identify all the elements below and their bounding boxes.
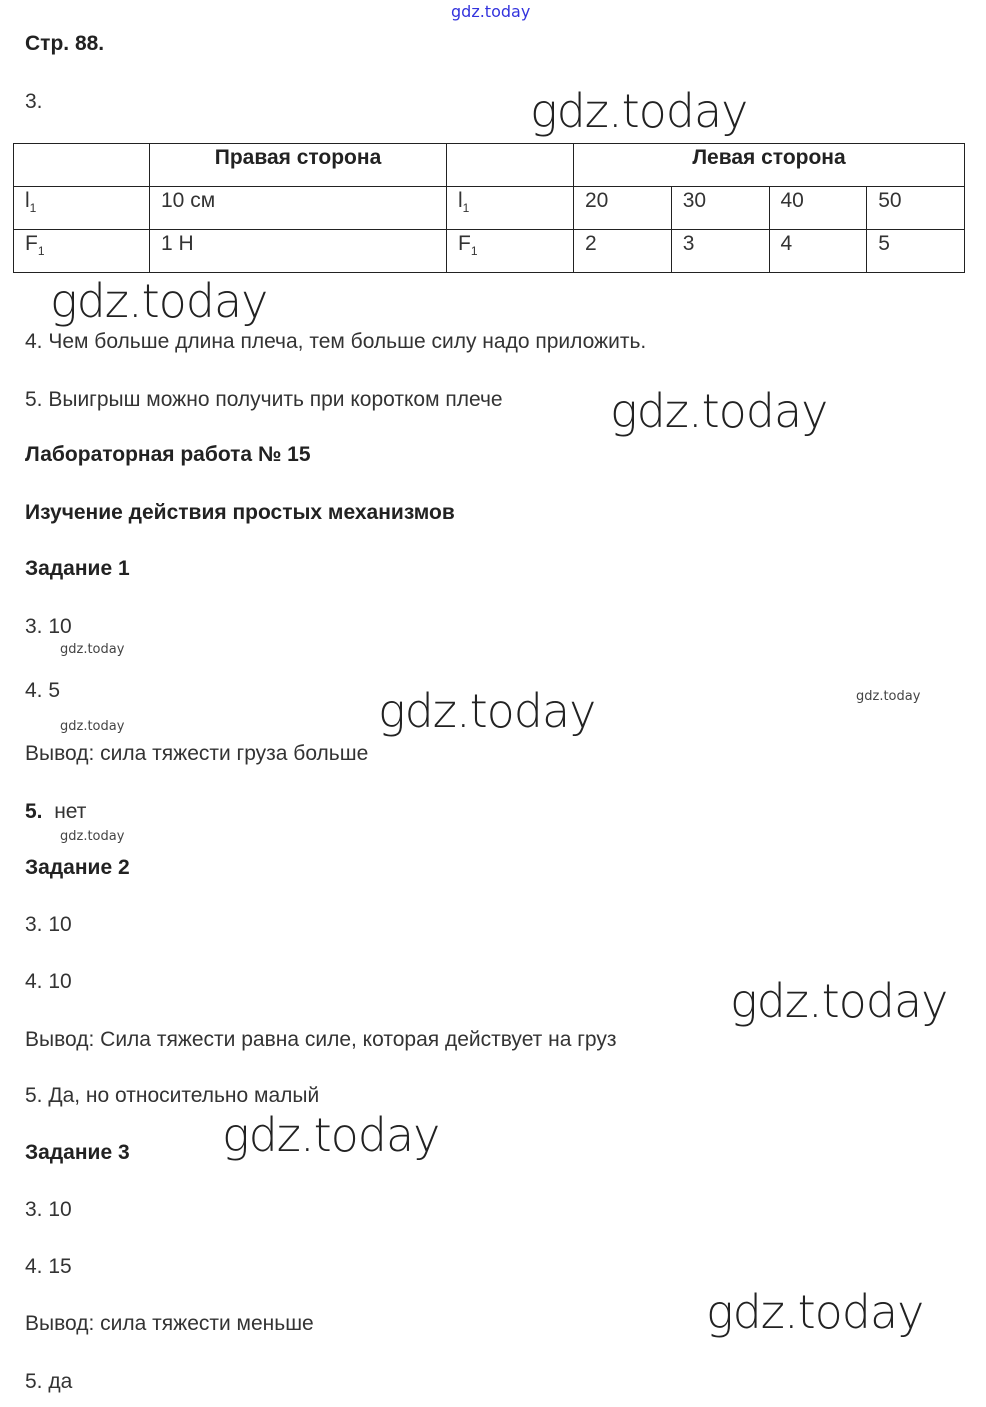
watermark-small: gdz.today <box>856 689 921 704</box>
task-1-line: 4. 5 <box>25 679 61 702</box>
table-header-row <box>14 144 965 187</box>
watermark: gdz.today <box>706 1285 924 1339</box>
lab-subtitle: Изучение действия простых механизмов <box>25 501 455 524</box>
header-cell: Левая сторона <box>574 144 965 187</box>
lever-table <box>13 143 965 273</box>
answer-4: 4. Чем больше длина плеча, тем больше силу надо приложить. <box>25 330 647 353</box>
cell-label: $l_1$ <box>14 187 150 230</box>
table-row <box>14 187 965 230</box>
watermark-small: gdz.today <box>60 642 125 657</box>
task-2-title: Задание 2 <box>25 856 130 879</box>
watermark: gdz.today <box>730 974 948 1028</box>
cell: 4 <box>769 230 867 273</box>
cell: 2 <box>574 230 672 273</box>
cell: 50 <box>867 187 965 230</box>
watermark: gdz.today <box>530 84 748 138</box>
watermark: gdz.today <box>610 384 828 438</box>
page-ref: Стр. 88. <box>25 32 105 55</box>
task-1-line: 3. 10 <box>25 615 72 638</box>
watermark-small: gdz.today <box>60 829 125 844</box>
task-2-q5: 5. Да, но относительно малый <box>25 1084 320 1107</box>
task-3-q5: 5. да <box>25 1370 73 1393</box>
cell: 10 см <box>150 187 447 230</box>
cell-label: $l_1$ <box>447 187 574 230</box>
cell-label: $F_1$ <box>14 230 150 273</box>
task-1-q5: 5. нет <box>25 800 87 823</box>
task-3-line: 4. 15 <box>25 1255 72 1278</box>
cell: 3 <box>671 230 769 273</box>
cell: 1 Н <box>150 230 447 273</box>
watermark-top: gdz.today <box>451 2 531 21</box>
task-number: 3. <box>25 90 43 113</box>
watermark: gdz.today <box>378 684 596 738</box>
task-3-line: 3. 10 <box>25 1198 72 1221</box>
task-1-conclusion: Вывод: сила тяжести груза больше <box>25 742 369 765</box>
task-3-title: Задание 3 <box>25 1141 130 1164</box>
task-1-title: Задание 1 <box>25 557 130 580</box>
cell: 20 <box>574 187 672 230</box>
header-cell <box>14 144 150 187</box>
cell: 30 <box>671 187 769 230</box>
task-3-conclusion: Вывод: сила тяжести меньше <box>25 1312 314 1335</box>
watermark-small: gdz.today <box>60 719 125 734</box>
cell: 40 <box>769 187 867 230</box>
answer-5: 5. Выигрыш можно получить при коротком плече <box>25 388 503 411</box>
watermark: gdz.today <box>222 1108 440 1162</box>
cell: 5 <box>867 230 965 273</box>
lab-title: Лабораторная работа № 15 <box>25 443 311 466</box>
task-2-line: 3. 10 <box>25 913 72 936</box>
task-2-line: 4. 10 <box>25 970 72 993</box>
watermark: gdz.today <box>50 274 268 328</box>
task-2-conclusion: Вывод: Сила тяжести равна силе, которая действует на груз <box>25 1028 617 1051</box>
header-cell: Правая сторона <box>150 144 447 187</box>
header-cell <box>447 144 574 187</box>
cell-label: $F_1$ <box>447 230 574 273</box>
table-row <box>14 230 965 273</box>
